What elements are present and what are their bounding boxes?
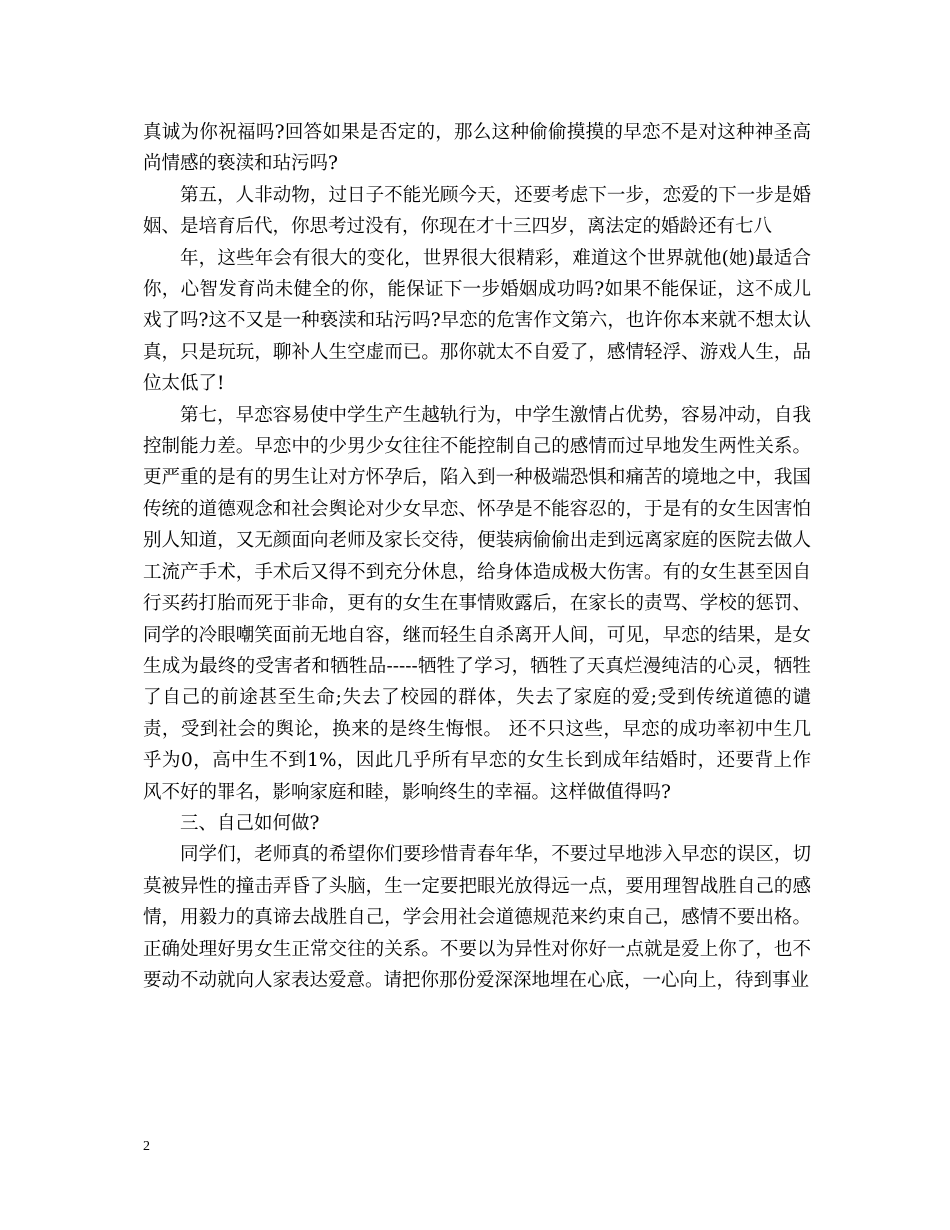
section-heading: 三、自己如何做?: [180, 812, 320, 834]
paragraph-2: 第五，人非动物，过日子不能光顾今天，还要考虑下一步，恋爱的下一步是婚姻、是培育后代，你思考过没有，你现在才十三四岁，离法定的婚龄还有七八: [143, 184, 811, 238]
paragraph-1: 真诚为你祝福吗?回答如果是否定的，那么这种偷偷摸摸的早恋不是对这种神圣高尚情感的亵渎和玷污吗?: [143, 122, 811, 175]
paragraph-5: 同学们，老师真的希望你们要珍惜青春年华，不要过早地涉入早恋的误区，切莫被异性的撞击弄昏了头脑，生一定要把眼光放得远一点，要用理智战胜自己的感情，用毅力的真谛去战胜自己，学会用社会道德规范来约束自己，感情不要出格。正确处理好男女生正常交往的关系。不要以为异性对你好一点就是爱上你了，也不要动不动就向人家表达爱意。请把你那份爱深深地埋在心底，一心向上，待到事业: [143, 844, 811, 991]
page-number: 2: [143, 1139, 150, 1154]
paragraph-3: 年，这些年会有很大的变化，世界很大很精彩，难道这个世界就他(她)最适合你，心智发育尚未健全的你，能保证下一步婚姻成功吗?如果不能保证，这不成儿戏了吗?这不又是一种亵渎和玷污吗?早恋的危害作文第六，也许你本来就不想太认真，只是玩玩，聊补人生空虚而已。那你就太不自爱了，感情轻浮、游戏人生，品位太低了!: [143, 247, 811, 395]
document-body: [143, 117, 811, 996]
paragraph-4: 第七，早恋容易使中学生产生越轨行为，中学生激情占优势，容易冲动，自我控制能力差。早恋中的少男少女往往不能控制自己的感情而过早地发生两性关系。更严重的是有的男生让对方怀孕后，陷入到一种极端恐惧和痛苦的境地之中，我国传统的道德观念和社会舆论对少女早恋、怀孕是不能容忍的，于是有的女生因害怕别人知道，又无颜面向老师及家长交待，便装病偷偷出走到远离家庭的医院去做人工流产手术，手术后又得不到充分休息，给身体造成极大伤害。有的女生甚至因自行买药打胎而死于非命，更有的女生在事情败露后，在家长的责骂、学校的惩罚、同学的冷眼嘲笑面前无地自容，继而轻生自杀离开人间，可见，早恋的结果，是女生成为最终的受害者和牺牲品-----牺牲了学习，牺牲了天真烂漫纯洁的心灵，牺牲了自己的前途甚至生命;失去了校园的群体，失去了家庭的爱;受到传统道德的谴责，受到社会的舆论，换来的是终生悔恨。 还不只这些，早恋的成功率初中生几乎为0，高中生不到1%，因此几乎所有早恋的女生长到成年结婚时，还要背上作风不好的罪名，影响家庭和睦，影响终生的幸福。这样做值得吗?: [143, 404, 811, 803]
